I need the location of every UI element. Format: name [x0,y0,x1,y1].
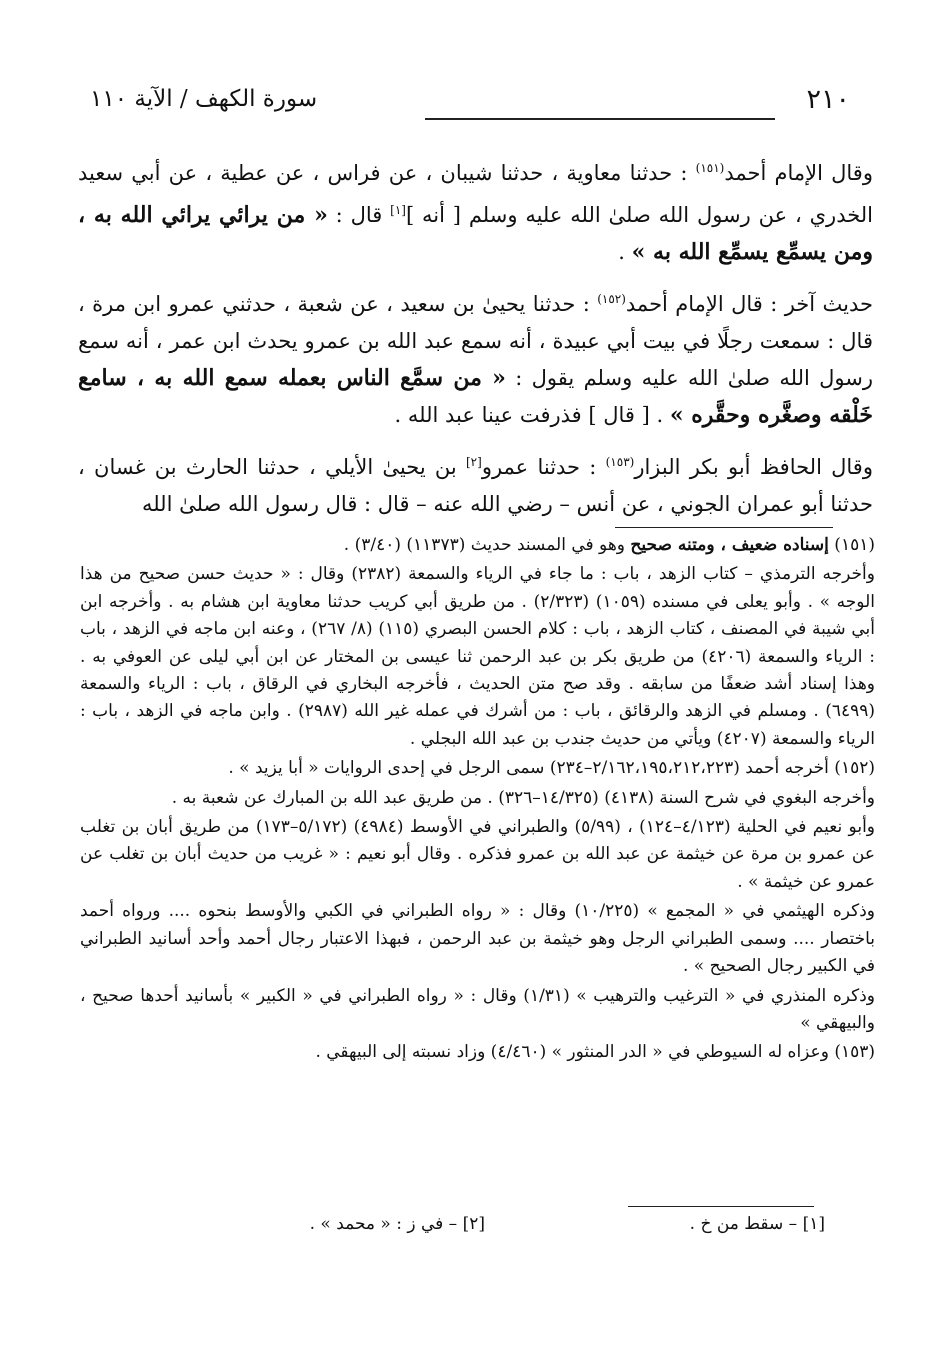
footnote-153: (١٥٣) وعزاه له السيوطي في « الدر المنثور » (٤/٤٦٠) وزاد نسبته إلى البيهقي . [315,1042,875,1063]
paragraph-hadith-151: وقال الإمام أحمد$^{(١٥١)}$ : حدثنا معاوية ، حدثنا شيبان ، عن فراس ، عن عطية ، عن أبي سعيد الخدري ، عن رسول الله صلىٰ الله عليه وسلم [ أنه ][١] قال : « من يرائي يرائي الله به ، ومن يسمِّع يسمِّع الله به » . [78,161,874,265]
running-title: سورة الكهف / الآية ١١٠ [90,86,318,112]
page-number: ٢١٠ [806,84,850,115]
footnote-rule [615,527,833,528]
footnote-152-baghawi: وأخرجه البغوي في شرح السنة (٤١٣٨) (١٤/٣٢٥–٣٢٦) . من طريق عبد الله بن المبارك عن شعبة به . [171,787,875,808]
edit-notes-rule [628,1206,814,1207]
edit-note-ref-2: [٢] [465,455,482,469]
footnote-ref-152: (١٥٢) [597,292,626,306]
footnote-152-mundhiri: وذكره المنذري في « الترغيب والترهيب » (١/٣١) وقال : « رواه الطبراني في « الكبير » بأسانيد أحدها صحيح ، والبيهقي » [80,985,875,1033]
footnote-152-abu-nuaim: وأبو نعيم في الحلية (٤/١٢٣–١٢٤) ، (٥/٩٩) والطبراني في الأوسط (٤٩٨٤) (٥/١٧٢–١٧٣) من طريق أبان بن تغلب عن عمرو بن مرة عن خيثمة عن عبد الله بن عمرو فذكره . وقال أبو نعيم : « غريب من حديث أبان بن تغلب عن عمرو عن خيثمة » . [80,817,876,892]
footnote-ref-153: (١٥٣) [605,455,635,469]
page-header [80,80,870,120]
footnote-151-sources: وأخرجه الترمذي – كتاب الزهد ، باب : ما جاء في الرياء والسمعة (٢٣٨٢) وقال : « حديث حسن صحيح من هذا الوجه » . وأبو يعلى في مسنده (١٠٥٩) (٢/٣٢٣) . من طريق أبي كريب حدثنا معاوية ابن هشام به . وأخرجه ابن أبي شيبة في المصنف ، كتاب الزهد ، باب : كلام الحسن البصري (١١٥) (٨/ ٢٦٧) ، وعنه ابن ماجه في الزهد ، باب : الرياء والسمعة (٤٢٠٦) من طريق بكر بن عبد الرحمن ثنا عيسى بن المختار عن ابن أبي ليلى عن العوفي به . وهذا إسناد أشد ضعفًا من سابقه . وقد صح متن الحديث ، فأخرجه البخاري في الرقاق ، باب : الرياء والسمعة (٦٤٩٩) . ومسلم في الزهد والرقائق ، باب : من أشرك في عمله غير الله (٢٩٨٧) . وابن ماجه في الزهد ، باب : الرياء والسمعة (٤٢٠٧) ويأتي من حديث جندب بن عبد الله البجلي . [80,564,875,749]
hadith-text-151: « من يرائي يرائي الله به ، ومن يسمِّع يسمِّع الله به » [78,202,873,265]
edit-note-1: [١] – سقط من خ . [689,1214,825,1234]
edit-note-ref-1: [١] [390,203,406,217]
header-rule [425,118,775,120]
main-text [78,150,873,533]
paragraph-hadith-152: حديث آخر : قال الإمام أحمد$^{(١٥٢)}$ : حدثنا يحيىٰ بن سعيد ، عن شعبة ، حدثني عمرو ابن مرة ، قال : سمعت رجلًا في بيت أبي عبيدة ، أنه سمع عبد الله بن عمرو يحدث ابن عمر ، أنه سمع رسول الله صلىٰ الله عليه وسلم يقول : « من سمَّع الناس بعمله سمع الله به ، سامع خَلْقه وصغَّره وحقَّره » . [ قال ] فذرفت عينا عبد الله . [78,292,873,428]
edit-notes [80,1214,875,1244]
edit-note-2: [٢] – في ز : « محمد » . [309,1214,485,1234]
footnote-152: (١٥٢) أخرجه أحمد (٢/١٦٢،١٩٥،٢١٢،٢٢٣–٢٣٤) سمى الرجل في إحدى الروايات « أبا يزيد » . [228,758,875,779]
footnote-151: (١٥١) إسناده ضعيف ، ومتنه صحيح وهو في المسند حديث (١١٣٧٣) (٣/٤٠) . [343,535,875,555]
footnote-ref-151: (١٥١) [695,161,725,175]
paragraph-hadith-153: وقال الحافظ أبو بكر البزار$^{(١٥٣)}$ : حدثنا عمرو[٢] بن يحيىٰ الأيلي ، حدثنا الحارث بن غسان ، حدثنا أبو عمران الجوني ، عن أنس – رضي الله عنه – قال : قال رسول الله صلىٰ الله [78,455,873,516]
footnote-152-haythami: وذكره الهيثمي في « المجمع » (١٠/٢٢٥) وقال : « رواه الطبراني في الكبي والأوسط بنحوه .... ورواه أحمد باختصار .... وسمى الطبراني الرجل وهو خيثمة بن عبد الرحمن ، فبهذا الاعتبار رجال أحمد وأحد أسانيد الطبراني في الكبير رجال الصحيح » . [80,901,875,977]
footnotes [80,532,875,1069]
hadith-text-152: « من سمَّع الناس بعمله سمع الله به ، سامع خَلْقه وصغَّره وحقَّره » [78,365,873,428]
